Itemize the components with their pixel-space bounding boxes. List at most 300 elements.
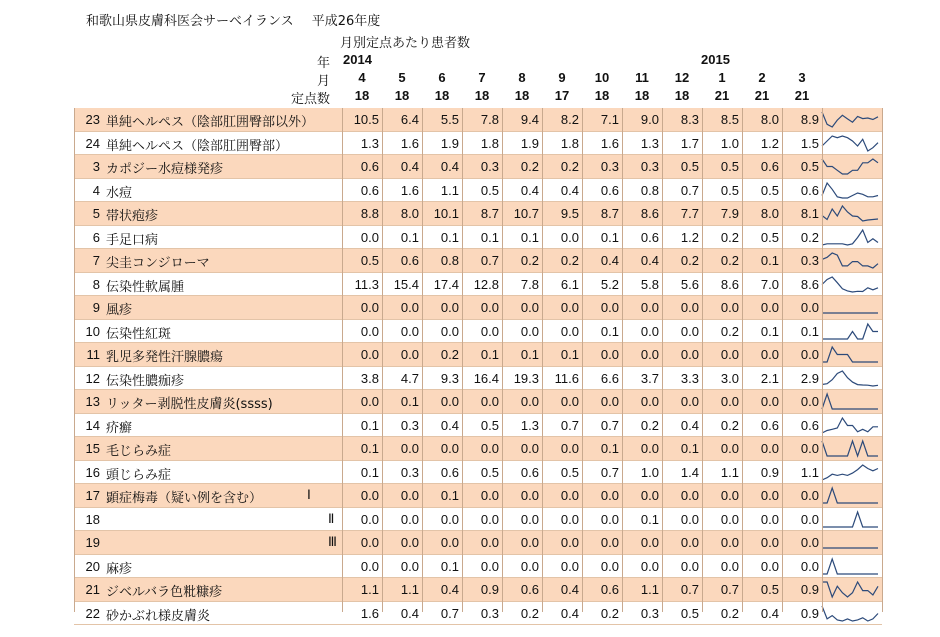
value-cell: 0.6 — [440, 464, 459, 480]
value-cell: 0.1 — [680, 441, 699, 456]
value-cell: 0.4 — [560, 582, 579, 597]
points-header-cell: 18 — [594, 88, 610, 103]
trend-sparkline — [820, 557, 880, 576]
value-cell: 7.9 — [720, 206, 739, 221]
value-cell: 0.0 — [760, 441, 779, 456]
value-cell: 0.6 — [400, 253, 419, 268]
value-cell: 0.5 — [760, 582, 779, 597]
value-cell: 0.2 — [720, 323, 739, 339]
value-cell: 0.1 — [640, 511, 659, 527]
sparkline-path — [822, 253, 878, 268]
value-cell: 0.0 — [480, 558, 499, 574]
value-cell: 0.0 — [600, 347, 619, 362]
value-cell: 0.0 — [400, 323, 419, 339]
month-header-cell: 12 — [674, 70, 690, 85]
value-cell: 0.0 — [480, 488, 499, 503]
value-cell: 1.6 — [400, 135, 419, 151]
row-number: 20 — [85, 558, 100, 574]
value-cell: 0.0 — [800, 347, 819, 362]
value-cell: 1.1 — [720, 464, 739, 480]
value-cell: 0.2 — [560, 253, 579, 268]
month-header-cell: 3 — [798, 70, 806, 85]
value-cell: 0.0 — [400, 558, 419, 574]
grid-line — [822, 108, 823, 612]
value-cell: 0.1 — [600, 441, 619, 456]
points-header-cell: 17 — [554, 88, 570, 103]
disease-name: 伝染性紅斑 — [106, 326, 172, 342]
month-header-cell: 5 — [398, 70, 406, 85]
value-cell: 0.5 — [480, 182, 499, 198]
value-cell: 0.1 — [760, 253, 779, 268]
disease-name: 乳児多発性汗腺膿瘍 — [106, 350, 224, 365]
sparkline-path — [822, 394, 878, 409]
value-cell: 0.2 — [720, 605, 739, 621]
value-cell: 0.0 — [560, 535, 579, 550]
value-cell: 1.3 — [360, 135, 379, 151]
value-cell: 0.1 — [800, 323, 819, 339]
value-cell: 0.8 — [640, 182, 659, 198]
value-cell: 0.0 — [520, 488, 539, 503]
sparkline-path — [822, 136, 878, 151]
table-row — [74, 226, 882, 250]
value-cell: 0.9 — [480, 582, 499, 597]
value-cell: 0.0 — [640, 394, 659, 409]
value-cell: 0.5 — [760, 229, 779, 245]
value-cell: 0.0 — [520, 394, 539, 409]
trend-sparkline — [820, 604, 880, 623]
value-cell: 0.4 — [440, 159, 459, 174]
value-cell: 0.1 — [760, 323, 779, 339]
value-cell: 0.6 — [760, 159, 779, 174]
value-cell: 8.7 — [480, 206, 499, 221]
syphilis-stage-label: Ⅱ — [328, 510, 335, 526]
value-cell: 10.5 — [353, 112, 379, 127]
report-subtitle: 月別定点あたり患者数 — [340, 36, 471, 51]
sparkline-path — [822, 418, 878, 433]
value-cell: 0.6 — [760, 417, 779, 433]
value-cell: 0.5 — [360, 253, 379, 268]
value-cell: 0.0 — [480, 535, 499, 550]
value-cell: 0.3 — [480, 605, 499, 621]
value-cell: 0.0 — [400, 535, 419, 550]
value-cell: 0.0 — [400, 347, 419, 362]
value-cell: 0.0 — [800, 558, 819, 574]
value-cell: 0.6 — [800, 182, 819, 198]
grid-line — [782, 108, 783, 612]
value-cell: 0.4 — [680, 417, 699, 433]
value-cell: 0.0 — [440, 323, 459, 339]
disease-name: 疥癬 — [106, 420, 133, 436]
value-cell: 0.1 — [400, 229, 419, 245]
value-cell: 8.2 — [560, 112, 579, 127]
value-cell: 8.9 — [800, 112, 819, 127]
sparkline-path — [822, 371, 878, 386]
value-cell: 0.5 — [800, 159, 819, 174]
value-cell: 0.2 — [520, 253, 539, 268]
table-row — [74, 578, 882, 602]
value-cell: 0.4 — [560, 182, 579, 198]
value-cell: 1.1 — [400, 582, 419, 597]
value-cell: 0.6 — [520, 464, 539, 480]
year-2015: 2015 — [701, 52, 730, 67]
points-header-cell: 18 — [394, 88, 410, 103]
value-cell: 0.6 — [360, 159, 379, 174]
value-cell: 0.4 — [400, 605, 419, 621]
value-cell: 0.0 — [440, 300, 459, 315]
value-cell: 0.7 — [680, 582, 699, 597]
value-cell: 0.0 — [360, 535, 379, 550]
value-cell: 0.4 — [640, 253, 659, 268]
value-cell: 0.0 — [680, 347, 699, 362]
value-cell: 0.0 — [800, 488, 819, 503]
sparkline-path — [822, 559, 878, 574]
value-cell: 0.0 — [680, 488, 699, 503]
value-cell: 0.0 — [440, 394, 459, 409]
value-cell: 1.3 — [520, 417, 539, 433]
value-cell: 1.9 — [440, 135, 459, 151]
value-cell: 0.0 — [720, 511, 739, 527]
value-cell: 9.0 — [640, 112, 659, 127]
value-cell: 2.1 — [760, 370, 779, 386]
value-cell: 1.3 — [640, 135, 659, 151]
value-cell: 0.6 — [600, 182, 619, 198]
value-cell: 0.0 — [440, 535, 459, 550]
value-cell: 0.0 — [520, 300, 539, 315]
value-cell: 0.4 — [600, 253, 619, 268]
trend-sparkline — [820, 157, 880, 176]
value-cell: 0.0 — [600, 511, 619, 527]
disease-name: 毛じらみ症 — [106, 444, 172, 459]
row-number: 24 — [85, 135, 100, 151]
value-cell: 0.0 — [720, 558, 739, 574]
value-cell: 0.0 — [760, 511, 779, 527]
disease-name: 伝染性軟属腫 — [106, 279, 185, 295]
sparkline-path — [822, 512, 878, 527]
row-number: 5 — [92, 206, 100, 221]
syphilis-stage-label: Ⅲ — [328, 534, 337, 549]
sparkline-path — [822, 230, 878, 245]
value-cell: 1.0 — [720, 135, 739, 151]
value-cell: 0.0 — [440, 441, 459, 456]
value-cell: 0.6 — [800, 417, 819, 433]
value-cell: 0.0 — [760, 488, 779, 503]
value-cell: 0.0 — [760, 394, 779, 409]
value-cell: 0.9 — [800, 582, 819, 597]
disease-name: 尖圭コンジローマ — [106, 256, 210, 271]
value-cell: 0.7 — [600, 464, 619, 480]
value-cell: 0.0 — [360, 300, 379, 315]
value-cell: 0.6 — [640, 229, 659, 245]
value-cell: 0.0 — [800, 300, 819, 315]
value-cell: 0.7 — [720, 582, 739, 597]
table-row — [74, 202, 882, 226]
points-header-cell: 21 — [794, 88, 810, 103]
value-cell: 10.1 — [433, 206, 459, 221]
value-cell: 8.3 — [680, 112, 699, 127]
value-cell: 7.8 — [480, 112, 499, 127]
trend-sparkline — [820, 510, 880, 529]
value-cell: 0.0 — [600, 558, 619, 574]
value-cell: 0.8 — [440, 253, 459, 268]
value-cell: 0.1 — [440, 229, 459, 245]
row-number: 10 — [85, 323, 100, 339]
value-cell: 0.1 — [560, 347, 579, 362]
sparkline-path — [822, 112, 878, 127]
trend-sparkline — [820, 181, 880, 200]
value-cell: 0.0 — [520, 511, 539, 527]
value-cell: 0.1 — [600, 229, 619, 245]
value-cell: 1.8 — [560, 135, 579, 151]
trend-sparkline — [820, 298, 880, 317]
value-cell: 0.0 — [360, 229, 379, 245]
value-cell: 15.4 — [393, 276, 419, 292]
value-cell: 0.0 — [760, 347, 779, 362]
value-cell: 0.0 — [560, 323, 579, 339]
value-cell: 0.0 — [560, 300, 579, 315]
grid-line — [462, 108, 463, 612]
value-cell: 0.1 — [360, 464, 379, 480]
value-cell: 0.1 — [360, 417, 379, 433]
value-cell: 3.0 — [720, 370, 739, 386]
table-row — [74, 390, 882, 414]
value-cell: 0.0 — [600, 394, 619, 409]
table-row — [74, 296, 882, 320]
value-cell: 1.7 — [680, 135, 699, 151]
value-cell: 1.1 — [800, 464, 819, 480]
row-number: 13 — [85, 394, 100, 409]
value-cell: 0.0 — [600, 535, 619, 550]
sparkline-path — [822, 488, 878, 503]
row-number: 3 — [92, 159, 100, 174]
value-cell: 0.5 — [560, 464, 579, 480]
value-cell: 0.0 — [640, 347, 659, 362]
disease-name: カポジー水痘様発疹 — [106, 162, 224, 177]
value-cell: 0.5 — [480, 464, 499, 480]
disease-name: 麻疹 — [106, 561, 133, 577]
value-cell: 0.5 — [720, 159, 739, 174]
table-row — [74, 437, 882, 461]
value-cell: 0.0 — [520, 558, 539, 574]
table-row — [74, 179, 882, 203]
month-header-cell: 9 — [558, 70, 566, 85]
value-cell: 0.7 — [680, 182, 699, 198]
value-cell: 0.0 — [560, 558, 579, 574]
value-cell: 0.1 — [520, 229, 539, 245]
value-cell: 1.1 — [360, 582, 379, 597]
value-cell: 0.0 — [800, 511, 819, 527]
value-cell: 0.2 — [800, 229, 819, 245]
year-2014: 2014 — [343, 52, 372, 67]
month-header-cell: 7 — [478, 70, 486, 85]
value-cell: 11.6 — [554, 370, 579, 386]
value-cell: 0.2 — [520, 159, 539, 174]
row-number: 6 — [92, 229, 100, 245]
value-cell: 0.0 — [640, 558, 659, 574]
value-cell: 0.2 — [720, 253, 739, 268]
trend-sparkline — [820, 392, 880, 411]
value-cell: 3.3 — [680, 370, 699, 386]
value-cell: 0.2 — [640, 417, 659, 433]
trend-sparkline — [820, 204, 880, 223]
table-row — [74, 108, 882, 132]
month-header-cell: 1 — [718, 70, 726, 85]
value-cell: 0.3 — [400, 417, 419, 433]
trend-sparkline — [820, 439, 880, 458]
table-row — [74, 367, 882, 391]
value-cell: 2.9 — [800, 370, 819, 386]
value-cell: 6.6 — [600, 370, 619, 386]
value-cell: 0.0 — [760, 535, 779, 550]
report-title-main: 和歌山県皮膚科医会サーベイランス — [86, 14, 294, 29]
points-header-cell: 18 — [514, 88, 530, 103]
sparkline-path — [822, 441, 878, 456]
table-row — [74, 461, 882, 485]
value-cell: 1.0 — [640, 464, 659, 480]
month-label: 月 — [316, 74, 330, 89]
value-cell: 0.3 — [800, 253, 819, 268]
value-cell: 0.3 — [480, 159, 499, 174]
trend-sparkline — [820, 275, 880, 294]
value-cell: 0.4 — [440, 582, 459, 597]
value-cell: 0.0 — [680, 323, 699, 339]
value-cell: 0.5 — [680, 605, 699, 621]
value-cell: 0.9 — [760, 464, 779, 480]
value-cell: 9.3 — [440, 370, 459, 386]
value-cell: 0.0 — [360, 394, 379, 409]
grid-line — [74, 108, 75, 612]
value-cell: 0.0 — [600, 300, 619, 315]
value-cell: 0.4 — [560, 605, 579, 621]
row-number: 14 — [85, 417, 100, 433]
month-header-cell: 10 — [594, 70, 610, 85]
month-header-cell: 4 — [358, 70, 366, 85]
value-cell: 0.6 — [520, 582, 539, 597]
row-number: 19 — [85, 535, 100, 550]
value-cell: 0.2 — [720, 229, 739, 245]
value-cell: 0.0 — [720, 347, 739, 362]
value-cell: 0.3 — [640, 159, 659, 174]
value-cell: 1.9 — [520, 135, 539, 151]
value-cell: 1.6 — [400, 182, 419, 198]
value-cell: 0.0 — [480, 511, 499, 527]
value-cell: 0.0 — [560, 488, 579, 503]
table-row — [74, 343, 882, 367]
value-cell: 0.1 — [440, 488, 459, 503]
grid-line — [882, 108, 883, 612]
value-cell: 1.6 — [360, 605, 379, 621]
row-number: 11 — [86, 347, 100, 362]
value-cell: 0.0 — [680, 300, 699, 315]
disease-name: 水痘 — [106, 185, 133, 201]
value-cell: 0.0 — [720, 394, 739, 409]
value-cell: 0.0 — [760, 300, 779, 315]
value-cell: 0.0 — [680, 535, 699, 550]
value-cell: 0.0 — [360, 323, 379, 339]
trend-sparkline — [820, 345, 880, 364]
disease-name: 風疹 — [106, 303, 133, 318]
value-cell: 1.6 — [600, 135, 619, 151]
row-number: 12 — [85, 370, 100, 386]
value-cell: 0.7 — [600, 417, 619, 433]
value-cell: 1.8 — [480, 135, 499, 151]
value-cell: 0.5 — [760, 182, 779, 198]
value-cell: 0.5 — [680, 159, 699, 174]
points-header-cell: 18 — [354, 88, 370, 103]
row-number: 8 — [92, 276, 100, 292]
value-cell: 0.1 — [400, 394, 419, 409]
row-number: 7 — [92, 253, 100, 268]
value-cell: 8.0 — [400, 206, 419, 221]
value-cell: 0.4 — [400, 159, 419, 174]
report-title-year: 平成26年度 — [311, 14, 381, 29]
value-cell: 0.5 — [480, 417, 499, 433]
points-header-cell: 18 — [674, 88, 690, 103]
value-cell: 0.2 — [560, 159, 579, 174]
value-cell: 0.0 — [640, 488, 659, 503]
value-cell: 1.4 — [680, 464, 699, 480]
points-header-cell: 21 — [754, 88, 770, 103]
grid-line — [582, 108, 583, 612]
table-row — [74, 155, 882, 179]
sparkline-path — [822, 582, 878, 597]
value-cell: 8.5 — [720, 112, 739, 127]
value-cell: 0.0 — [480, 441, 499, 456]
year-label: 年 — [316, 56, 330, 71]
row-number: 22 — [85, 605, 100, 621]
value-cell: 8.0 — [760, 112, 779, 127]
trend-sparkline — [820, 251, 880, 270]
disease-name: 単純ヘルペス（陰部肛囲臀部） — [106, 138, 289, 154]
value-cell: 8.0 — [760, 206, 779, 221]
trend-sparkline — [820, 580, 880, 599]
sparkline-path — [822, 206, 878, 221]
disease-name: リッター剥脱性皮膚炎(ssss) — [106, 397, 273, 412]
trend-sparkline — [820, 463, 880, 482]
value-cell: 0.0 — [360, 511, 379, 527]
value-cell: 8.6 — [720, 276, 739, 292]
value-cell: 0.1 — [360, 441, 379, 456]
value-cell: 9.4 — [520, 112, 539, 127]
value-cell: 0.0 — [360, 347, 379, 362]
table-row — [74, 602, 882, 626]
row-number: 4 — [92, 182, 100, 198]
value-cell: 0.0 — [720, 441, 739, 456]
value-cell: 6.1 — [560, 276, 579, 292]
points-header-cell: 21 — [714, 88, 730, 103]
row-number: 15 — [85, 441, 100, 456]
value-cell: 8.6 — [640, 206, 659, 221]
value-cell: 0.0 — [600, 488, 619, 503]
value-cell: 19.3 — [513, 370, 539, 386]
disease-name: 頭じらみ症 — [106, 467, 172, 483]
value-cell: 0.0 — [560, 441, 579, 456]
sparkline-path — [822, 159, 878, 174]
value-cell: 7.1 — [600, 112, 619, 127]
value-cell: 0.5 — [720, 182, 739, 198]
value-cell: 0.1 — [480, 347, 499, 362]
grid-line — [542, 108, 543, 612]
value-cell: 1.5 — [800, 135, 819, 151]
value-cell: 10.7 — [513, 206, 539, 221]
value-cell: 8.8 — [360, 206, 379, 221]
value-cell: 5.8 — [640, 276, 659, 292]
value-cell: 17.4 — [433, 276, 459, 292]
disease-name: 顕症梅毒（疑い例を含む） — [106, 491, 263, 506]
value-cell: 0.0 — [400, 441, 419, 456]
value-cell: 0.0 — [440, 511, 459, 527]
value-cell: 0.2 — [680, 253, 699, 268]
value-cell: 0.0 — [720, 488, 739, 503]
